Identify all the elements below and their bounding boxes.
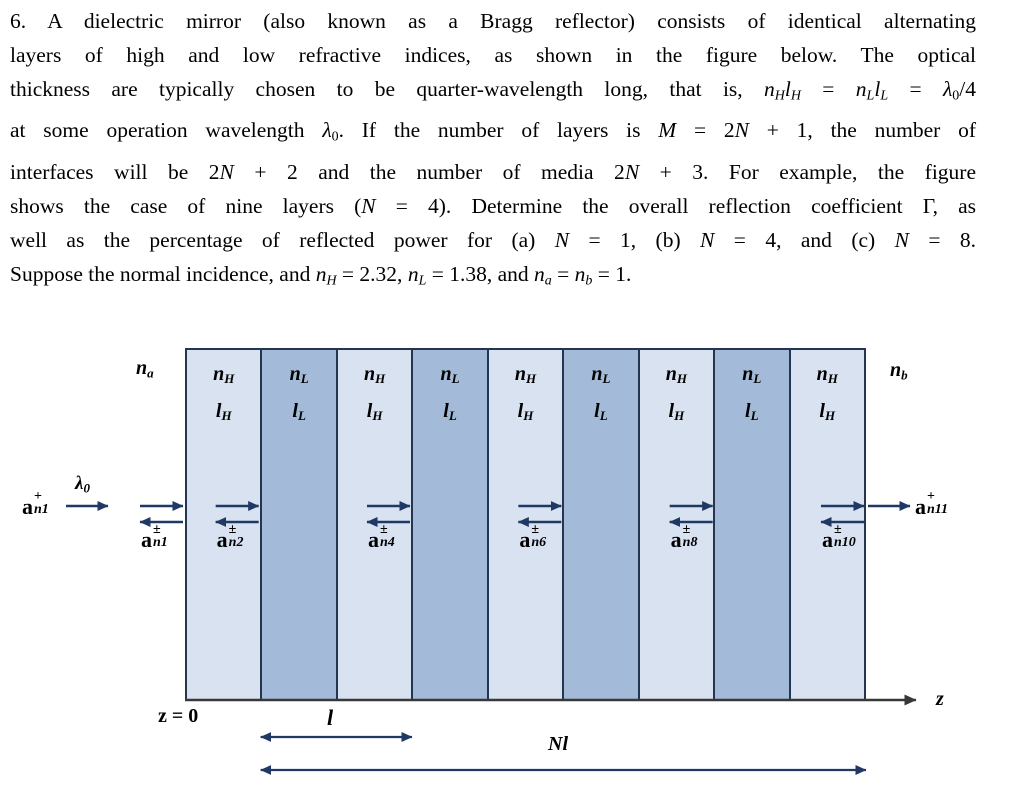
incident-amplitude-label: a + n1 xyxy=(22,489,49,519)
layer-high-index xyxy=(640,350,715,699)
text-token: λ xyxy=(942,77,953,101)
text-token: = xyxy=(800,77,856,101)
interface-amplitude-label: a ± n10 xyxy=(822,522,856,552)
layer-high-index xyxy=(338,350,413,699)
z-axis-label: z xyxy=(936,688,944,710)
problem-text-line xyxy=(10,38,976,72)
layer-n-label: nL xyxy=(591,363,611,386)
text-token: = 1. xyxy=(592,261,632,286)
layer-low-index xyxy=(715,350,790,699)
problem-text-line xyxy=(10,155,976,189)
layer-n-label: nH xyxy=(363,363,386,386)
text-token: λ xyxy=(322,118,332,143)
text-token: n xyxy=(315,261,327,286)
text-token: = 2.32, xyxy=(336,261,408,286)
layer-l-label: lH xyxy=(517,399,534,423)
layer-l-label: lL xyxy=(443,399,457,423)
text-token: = xyxy=(888,77,943,101)
text-token: N xyxy=(894,227,909,252)
problem-text-line xyxy=(10,4,976,38)
text-token: M xyxy=(658,118,677,143)
layer-l-label: lH xyxy=(668,399,685,423)
interface-amplitude-label: a ± n4 xyxy=(368,522,395,552)
interface-amplitude-label: a ± n8 xyxy=(670,522,698,552)
text-token: b xyxy=(585,273,593,289)
text-token: n xyxy=(534,261,545,286)
layer-n-label: nH xyxy=(665,363,687,386)
layer-n-label: nH xyxy=(213,363,235,386)
layer-n-label: nL xyxy=(289,363,309,386)
text-token: H xyxy=(774,88,785,104)
text-token: Suppose the normal incidence, and xyxy=(10,261,316,286)
text-token: H xyxy=(326,273,337,289)
layer-n-label: nH xyxy=(816,363,838,386)
text-token: 6. A dielectric mirror (also known as a Bragg reflector) consists of identical alternating xyxy=(10,9,976,33)
text-token: l xyxy=(874,77,881,101)
text-token: a xyxy=(544,273,552,289)
text-token: L xyxy=(880,88,889,104)
transmitted-amplitude-label: a + n11 xyxy=(915,489,949,519)
layer-l-label: lL xyxy=(594,399,608,423)
text-token: /4 xyxy=(959,77,976,101)
layer-low-index xyxy=(413,350,488,699)
text-token: N xyxy=(734,118,749,143)
layer-l-label: lL xyxy=(292,399,306,423)
layer-l-label: lH xyxy=(366,399,383,423)
wavelength-label: λ0 xyxy=(75,473,90,496)
text-token: = 1.38, and xyxy=(426,261,535,286)
text-token: H xyxy=(790,88,801,104)
text-token: interfaces will be 2 xyxy=(10,159,220,184)
problem-text-line xyxy=(10,72,976,113)
total-length-label: Nl xyxy=(548,733,568,755)
layer-low-index xyxy=(564,350,639,699)
interface-amplitude-label: a ± n2 xyxy=(216,522,244,552)
text-token: N xyxy=(624,159,640,184)
layer-n-label: nH xyxy=(514,363,537,386)
z-origin-label: z = 0 xyxy=(158,705,199,727)
text-token: = 4, and (c) xyxy=(714,227,895,252)
layer-l-label: lH xyxy=(819,399,836,423)
problem-text-line xyxy=(10,113,976,154)
problem-text-line xyxy=(10,223,976,257)
text-token: thickness are typically chosen to be quarter-wavelength long, that is, xyxy=(10,77,765,101)
period-length-label: l xyxy=(327,705,334,730)
text-token: N xyxy=(700,227,715,252)
text-token: n xyxy=(855,77,867,101)
text-token: shows the case of nine layers ( xyxy=(10,193,362,218)
text-token: 0 xyxy=(331,129,339,145)
layer-stack xyxy=(185,348,866,701)
text-token: = 4). Determine the overall reflection coefficient Γ, as xyxy=(375,193,976,218)
text-token: L xyxy=(866,88,875,104)
layer-low-index xyxy=(262,350,337,699)
layer-l-label: lH xyxy=(215,399,232,423)
medium-b-label: nb xyxy=(890,359,908,383)
text-token: N xyxy=(361,193,376,218)
text-token: layers of high and low refractive indices, as shown in the figure below. The optical xyxy=(10,43,976,67)
layer-high-index xyxy=(489,350,564,699)
layer-n-label: nL xyxy=(440,363,460,386)
text-token: n xyxy=(764,77,775,101)
text-token: n xyxy=(407,261,419,286)
text-token: n xyxy=(574,261,586,286)
text-token: well as the percentage of reflected power for (a) xyxy=(10,227,555,252)
text-token: L xyxy=(418,273,427,289)
problem-statement xyxy=(10,4,976,298)
problem-text-line xyxy=(10,189,976,223)
problem-text-line xyxy=(10,257,976,298)
text-token: = 8. xyxy=(908,227,977,252)
interface-amplitude-label: a ± n6 xyxy=(519,522,547,552)
interface-amplitude-label: a ± n1 xyxy=(141,522,168,552)
text-token: . If the number of layers is xyxy=(338,118,659,143)
text-token: + 2 and the number of media 2 xyxy=(233,159,625,184)
text-token: = xyxy=(551,261,575,286)
layer-l-label: lL xyxy=(745,399,759,423)
layer-n-label: nL xyxy=(742,363,762,386)
text-token: l xyxy=(784,77,791,101)
text-token: = 2 xyxy=(676,118,735,143)
text-token: = 1, (b) xyxy=(569,227,701,252)
text-token: N xyxy=(219,159,234,184)
medium-a-label: na xyxy=(136,357,154,381)
text-token: N xyxy=(554,227,570,252)
text-token: + 1, the number of xyxy=(748,118,976,143)
layer-high-index xyxy=(187,350,262,699)
text-token: at some operation wavelength xyxy=(10,118,323,143)
text-token: + 3. For example, the figure xyxy=(639,159,976,184)
text-token: 0 xyxy=(952,88,960,104)
